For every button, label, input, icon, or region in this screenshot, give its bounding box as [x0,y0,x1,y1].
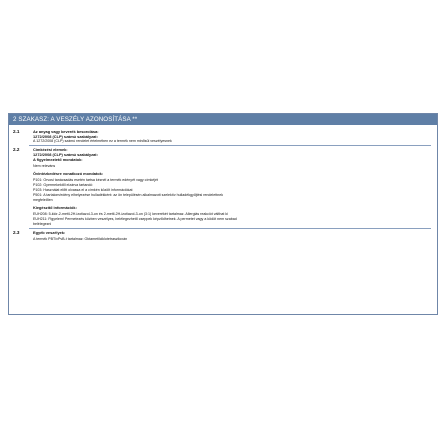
divider [29,228,431,229]
subsection-title: Az anyag vagy keverék besorolása: [33,129,99,134]
hazard-statements-value: Nem releváns [33,164,56,168]
regulation-label: 1272/2008 (CLP) számú szabályzat: [33,134,98,139]
subsection-title: Egyéb veszélyek: [33,230,66,235]
euh211-statement: EUH211: Figyelem! Permetezés közben veszélyes, belélegezhető cseppek képződhetnek. A permetet vagy a ködöt nem szabad [33,217,237,221]
hazard-section-box [8,113,438,315]
subsection-number: 2.1 [13,129,20,134]
section-header: 2 SZAKASZ: A VESZÉLY AZONOSÍTÁSA ** [9,114,437,125]
precautionary-p102: P102: Gyermekektől elzárva tartandó [33,183,93,187]
supplementary-info-label: Kiegészítő információk: [33,205,77,210]
regulation-label: 1272/2008 (CLP) számú szabályzat: [33,152,98,157]
classification-text: A 1272/2008 (CLP) számú rendelet értelmében ez a termék nem minősül veszélyesnek [33,139,172,143]
precautionary-p103: P103: Használat előtt olvassa el a címkén közölt információkat [33,188,133,192]
subsection-2-2 [9,147,437,227]
hazard-statements-label: A figyelmeztető mondatok: [33,157,83,162]
divider [29,145,431,146]
other-hazards-text: A termék PBT/vPvB-t tartalmaz: Oktametilciklotetrasziloxán [33,237,128,241]
section-content [9,125,437,242]
subsection-2-1 [9,129,437,144]
precautionary-label: Óvintézkedésre vonatkozó mondatok: [33,171,104,176]
precautionary-p501-cont: megfelelően [33,198,53,202]
subsection-number: 2.2 [13,147,20,152]
subsection-number: 2.3 [13,230,20,235]
precautionary-p101: P101: Orvosi tanácsadás esetén tartsa kéznél a termék edényét vagy címkéjét [33,178,159,182]
subsection-2-3 [9,230,437,242]
euh211-statement-cont: belélegezni [33,222,52,226]
precautionary-p501: P501: A tartalom/edény elhelyezése hulladékként: az ön településén alkalmazott szelektív hulladékgyűjtési rendelettnek [33,193,223,197]
euh208-statement: EUH208: 5-klór-2-metil-2H-izotiazol-3-on és 2-metil-2H-izotiazol-3-on (3:1) keverékét tartalmaz. Allergiás reakciót válthat ki [33,212,228,216]
subsection-title: Címkézési elemek: [33,147,68,152]
